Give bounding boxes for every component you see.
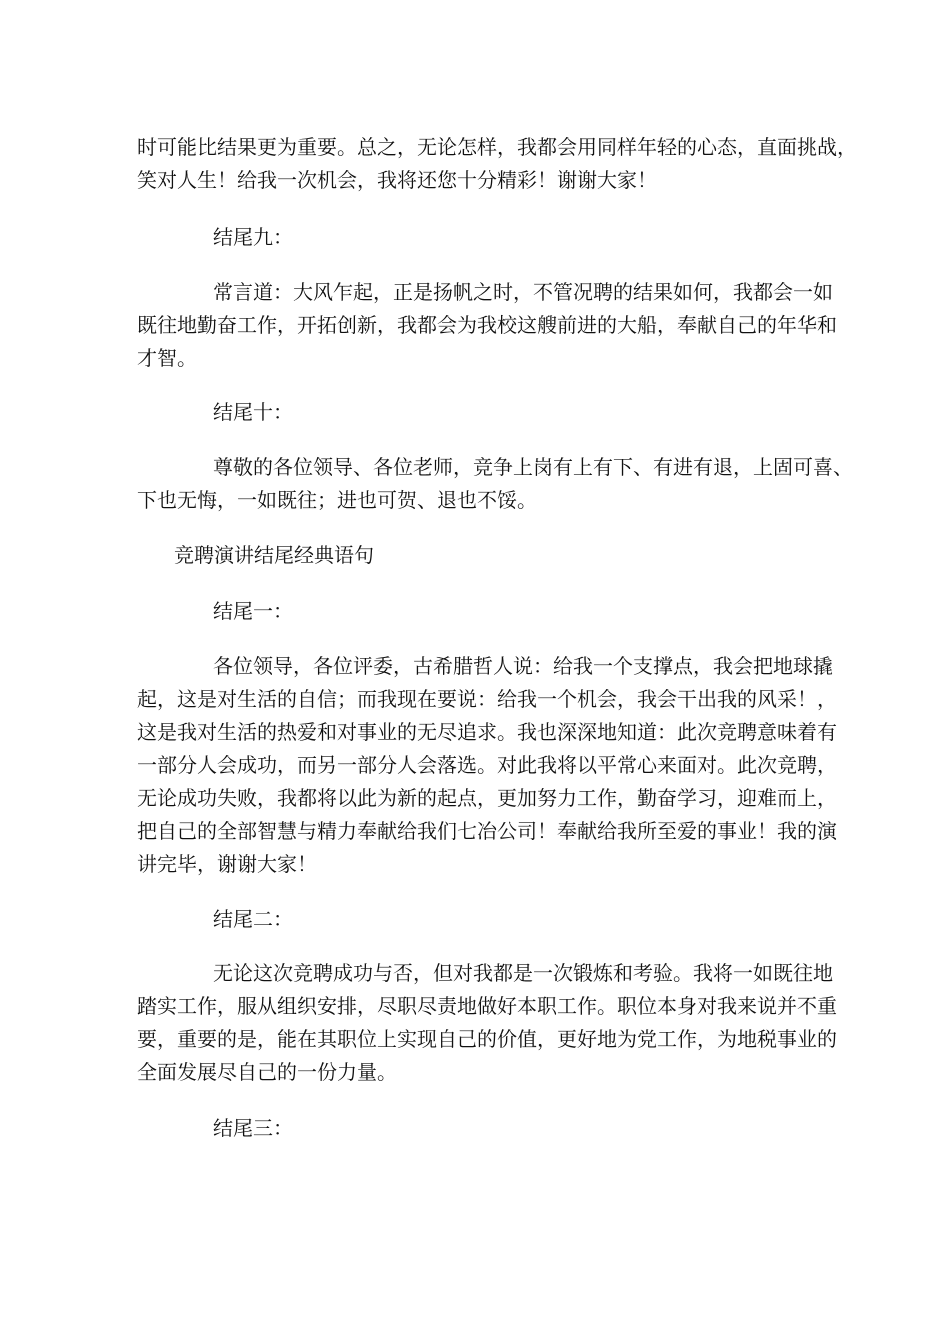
text-line: 无论这次竞聘成功与否，但对我都是一次锻炼和考验。我将一如既往地: [213, 961, 833, 985]
heading-text: 结尾九：: [213, 225, 293, 249]
paragraph-ending-one: [137, 650, 837, 881]
text-line: 无论成功失败，我都将以此为新的起点，更加努力工作，勤奋学习，迎难而上，: [137, 786, 837, 810]
text-line: 一部分人会成功，而另一部分人会落选。对此我将以平常心来面对。此次竞聘，: [137, 753, 837, 777]
text-line: 要，重要的是，能在其职位上实现自己的价值，更好地为党工作，为地税事业的: [137, 1027, 837, 1051]
section-title-text: 竞聘演讲结尾经典语句: [174, 543, 374, 567]
text-line: 起，这是对生活的自信；而我现在要说：给我一个机会，我会干出我的风采！，: [137, 687, 837, 711]
section-heading-ending-nine: [213, 221, 913, 254]
section-heading-ending-three: [213, 1112, 913, 1145]
text-line: 时可能比结果更为重要。总之，无论怎样，我都会用同样年轻的心态，直面挑战，: [137, 135, 857, 159]
paragraph-ending-ten: [137, 451, 853, 517]
heading-text: 结尾十：: [213, 400, 293, 424]
text-line: 笑对人生！给我一次机会，我将还您十分精彩！谢谢大家！: [137, 168, 657, 192]
text-line: 各位领导，各位评委，古希腊哲人说：给我一个支撑点，我会把地球撬: [213, 654, 833, 678]
text-line: 全面发展尽自己的一份力量。: [137, 1060, 397, 1084]
text-line: 下也无悔，一如既往；进也可贺、退也不馁。: [137, 488, 537, 512]
text-line: 把自己的全部智慧与精力奉献给我们七冶公司！奉献给我所至爱的事业！我的演: [137, 819, 837, 843]
text-line: 才智。: [137, 346, 197, 370]
paragraph-ending-two: [137, 957, 837, 1089]
text-line: 讲完毕，谢谢大家！: [137, 852, 317, 876]
heading-text: 结尾三：: [213, 1116, 293, 1140]
text-line: 尊敬的各位领导、各位老师，竞争上岗有上有下、有进有退，上固可喜、: [213, 455, 853, 479]
section-title-classic-endings: [174, 539, 874, 572]
section-heading-ending-two: [213, 903, 913, 936]
heading-text: 结尾二：: [213, 907, 293, 931]
section-heading-ending-one: [213, 595, 913, 628]
text-line: 常言道：大风乍起，正是扬帆之时，不管况聘的结果如何，我都会一如: [213, 280, 833, 304]
paragraph-ending-nine: [137, 276, 837, 375]
text-line: 这是我对生活的热爱和对事业的无尽追求。我也深深地知道：此次竞聘意味着有: [137, 720, 837, 744]
paragraph-closing-continuation: [137, 131, 857, 197]
section-heading-ending-ten: [213, 396, 913, 429]
heading-text: 结尾一：: [213, 599, 293, 623]
text-line: 既往地勤奋工作，开拓创新，我都会为我校这艘前进的大船，奉献自己的年华和: [137, 313, 837, 337]
text-line: 踏实工作，服从组织安排，尽职尽责地做好本职工作。职位本身对我来说并不重: [137, 994, 837, 1018]
